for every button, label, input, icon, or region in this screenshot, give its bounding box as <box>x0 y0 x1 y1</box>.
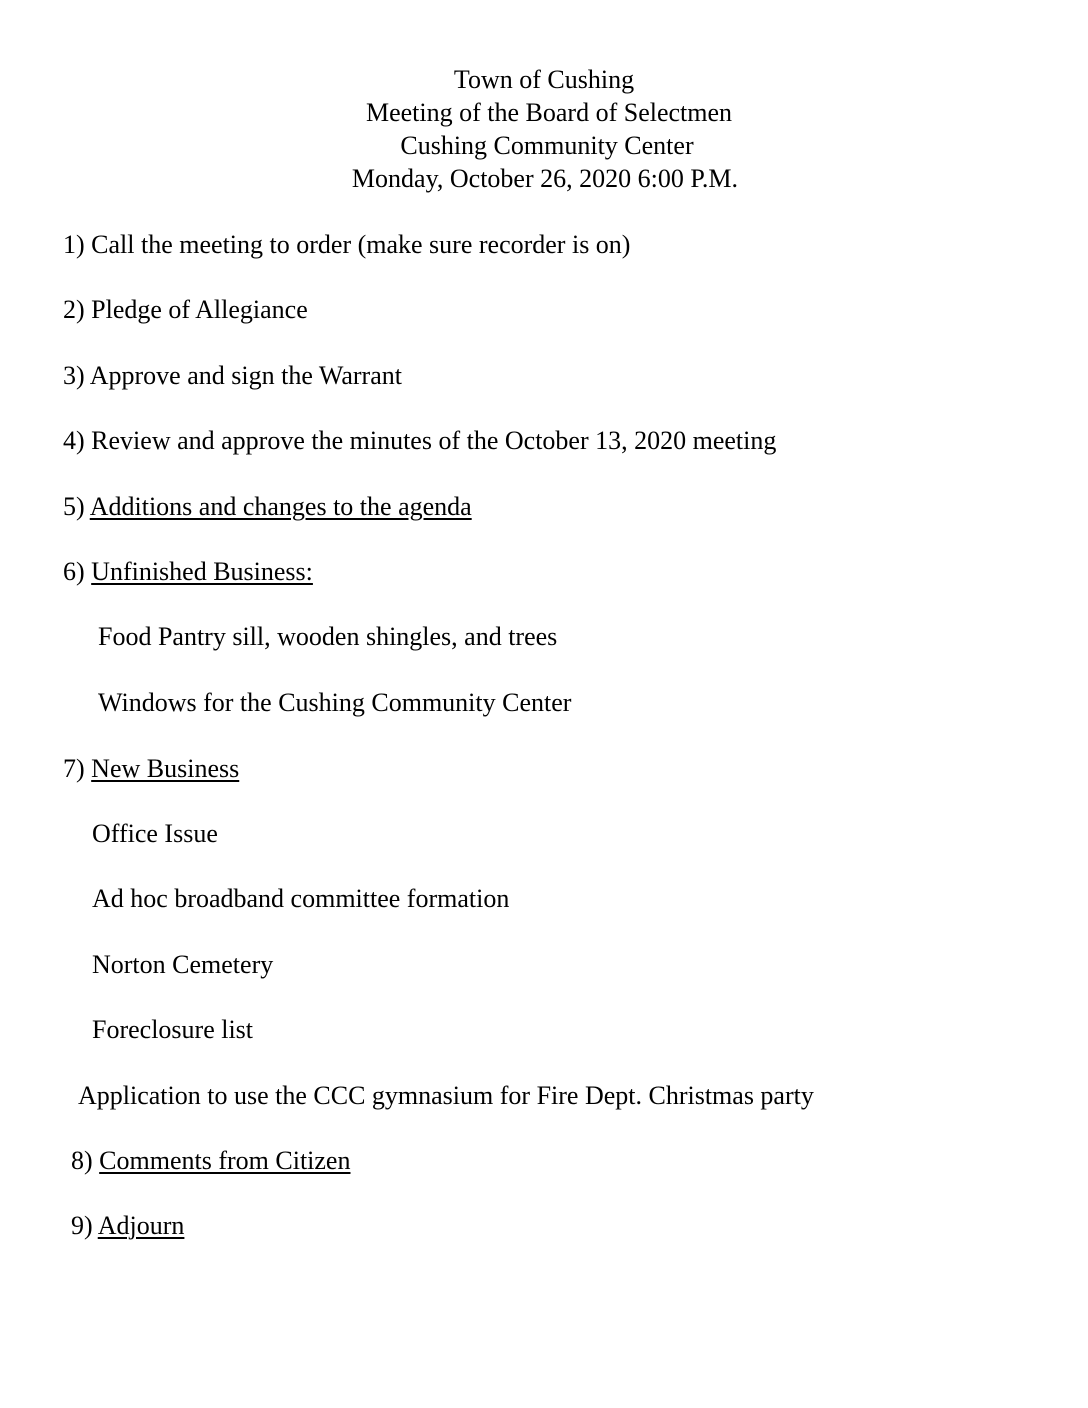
agenda-item-number: 7) <box>63 754 92 783</box>
agenda-item-1 <box>63 230 630 260</box>
agenda-subitem: Windows for the Cushing Community Center <box>98 688 572 717</box>
agenda-item-4 <box>63 426 776 456</box>
document-header <box>0 63 1088 195</box>
agenda-item-text: Call the meeting to order (make sure recorder is on) <box>91 230 631 259</box>
agenda-item-text: Pledge of Allegiance <box>91 295 308 324</box>
agenda-item-number: 1) <box>63 230 92 259</box>
agenda-item-heading: Unfinished Business: <box>91 557 313 586</box>
agenda-item-heading: New Business <box>91 754 240 783</box>
agenda-item-number: 4) <box>63 426 92 455</box>
meeting-datetime: Monday, October 26, 2020 6:00 P.M. <box>351 164 739 193</box>
agenda-subitem: Food Pantry sill, wooden shingles, and trees <box>98 622 558 651</box>
agenda-item-9 <box>71 1211 184 1241</box>
agenda-item-number: 9) <box>71 1211 98 1240</box>
agenda-item-number: 8) <box>71 1146 100 1175</box>
agenda-item-3 <box>63 361 402 391</box>
agenda-subitem: Norton Cemetery <box>92 950 274 979</box>
agenda-item-8 <box>71 1146 350 1176</box>
agenda-item-heading: Additions and changes to the agenda <box>89 492 472 521</box>
agenda-item-number: 5) <box>63 492 90 521</box>
agenda-item-7 <box>63 754 239 784</box>
agenda-item-text: Review and approve the minutes of the October 13, 2020 meeting <box>91 426 777 455</box>
agenda-item-2 <box>63 295 308 325</box>
agenda-item-text: Approve and sign the Warrant <box>89 361 402 390</box>
agenda-subitem: Foreclosure list <box>92 1015 254 1044</box>
agenda-subitem: Ad hoc broadband committee formation <box>92 884 510 913</box>
meeting-title: Meeting of the Board of Selectmen <box>365 98 733 127</box>
agenda-item-heading: Adjourn <box>97 1211 185 1240</box>
meeting-location: Cushing Community Center <box>400 131 694 160</box>
agenda-item-heading: Comments from Citizen <box>99 1146 351 1175</box>
agenda-item-6 <box>63 557 313 587</box>
agenda-item-number: 2) <box>63 295 92 324</box>
agenda-subitem: Office Issue <box>92 819 218 848</box>
town-name: Town of Cushing <box>453 65 635 94</box>
agenda-item-number: 3) <box>63 361 90 390</box>
agenda-item-number: 6) <box>63 557 92 586</box>
agenda-item-5 <box>63 492 472 522</box>
agenda-subitem: Application to use the CCC gymnasium for Fire Dept. Christmas party <box>78 1081 814 1110</box>
